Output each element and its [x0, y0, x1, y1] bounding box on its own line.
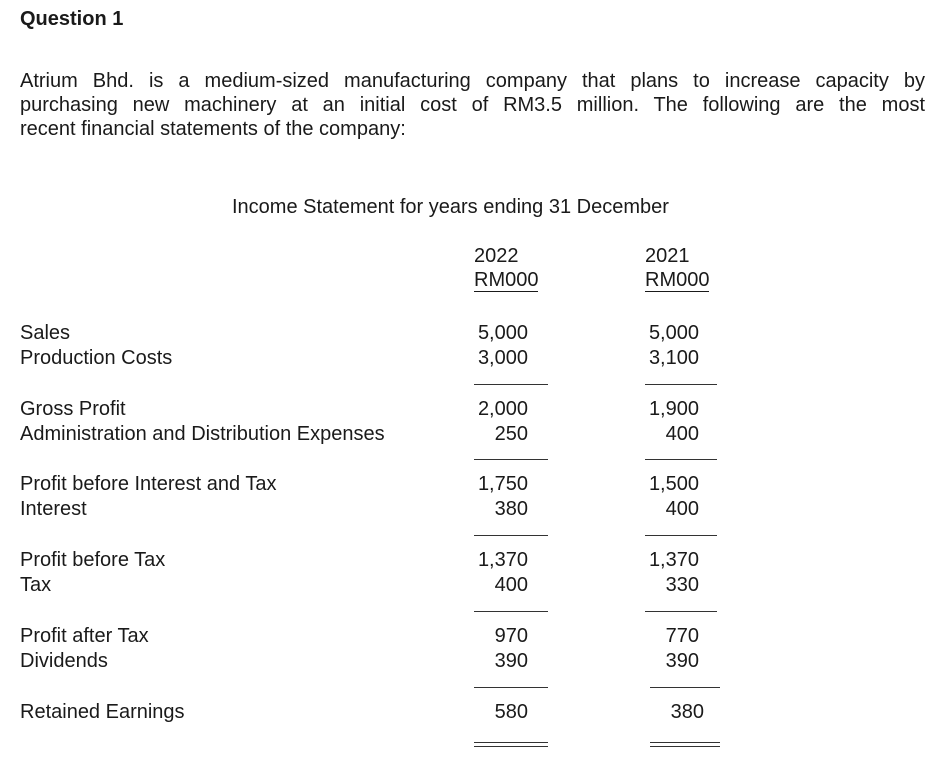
row-label-production-costs: Production Costs [20, 347, 173, 369]
subtotal-rule [645, 384, 717, 385]
column-unit: RM000 [645, 269, 710, 291]
value-2022-interest: 380 [494, 498, 528, 520]
value-2021-pat: 770 [665, 625, 699, 647]
row-label-sales: Sales [20, 322, 71, 344]
value-2021-pbt: 1,370 [648, 549, 699, 571]
value-2022-pbt: 1,370 [477, 549, 528, 571]
value-2022-production-costs: 3,000 [477, 347, 528, 369]
row-label-pbit: Profit before Interest and Tax [20, 473, 277, 495]
total-double-rule [650, 742, 720, 747]
value-2022-tax: 400 [494, 574, 528, 596]
value-2021-production-costs: 3,100 [648, 347, 699, 369]
row-label-pbt: Profit before Tax [20, 549, 166, 571]
subtotal-rule [645, 459, 717, 460]
row-label-interest: Interest [20, 498, 87, 520]
value-2021-gross-profit: 1,900 [648, 398, 699, 420]
subtotal-rule [474, 384, 548, 385]
subtotal-rule [474, 535, 548, 536]
subtotal-rule [645, 611, 717, 612]
subtotal-rule [645, 535, 717, 536]
value-2021-pbit: 1,500 [648, 473, 699, 495]
column-year: 2021 [645, 245, 690, 267]
subtotal-rule [474, 687, 548, 688]
column-header-2021 [645, 244, 709, 292]
value-2021-interest: 400 [665, 498, 699, 520]
row-label-pat: Profit after Tax [20, 625, 149, 647]
row-label-dividends: Dividends [20, 650, 108, 672]
value-2021-dividends: 390 [665, 650, 699, 672]
value-2022-sales: 5,000 [477, 322, 528, 344]
value-2022-admin-expenses: 250 [494, 423, 528, 445]
intro-line: purchasing new machinery at an initial cost of RM3.5 million. The following are the most [20, 94, 925, 116]
subtotal-rule [650, 687, 720, 688]
value-2021-admin-expenses: 400 [665, 423, 699, 445]
row-label-tax: Tax [20, 574, 52, 596]
row-label-gross-profit: Gross Profit [20, 398, 126, 420]
value-2021-retained-earnings: 380 [670, 701, 704, 723]
column-header-2022 [474, 244, 538, 292]
intro-line: recent financial statements of the company: [20, 118, 406, 140]
subtotal-rule [474, 611, 548, 612]
value-2022-retained-earnings: 580 [494, 701, 528, 723]
value-2021-tax: 330 [665, 574, 699, 596]
question-intro [20, 69, 925, 141]
value-2022-pbit: 1,750 [477, 473, 528, 495]
value-2022-dividends: 390 [494, 650, 528, 672]
row-label-retained-earnings: Retained Earnings [20, 701, 185, 723]
column-year: 2022 [474, 245, 519, 267]
value-2021-sales: 5,000 [648, 322, 699, 344]
row-label-admin-expenses: Administration and Distribution Expenses [20, 423, 385, 445]
intro-line: Atrium Bhd. is a medium-sized manufacturing company that plans to increase capacity by [20, 70, 925, 92]
subtotal-rule [474, 459, 548, 460]
value-2022-pat: 970 [494, 625, 528, 647]
total-double-rule [474, 742, 548, 747]
column-unit: RM000 [474, 269, 539, 291]
value-2022-gross-profit: 2,000 [477, 398, 528, 420]
statement-title: Income Statement for years ending 31 December [232, 196, 669, 218]
question-title: Question 1 [20, 8, 124, 30]
